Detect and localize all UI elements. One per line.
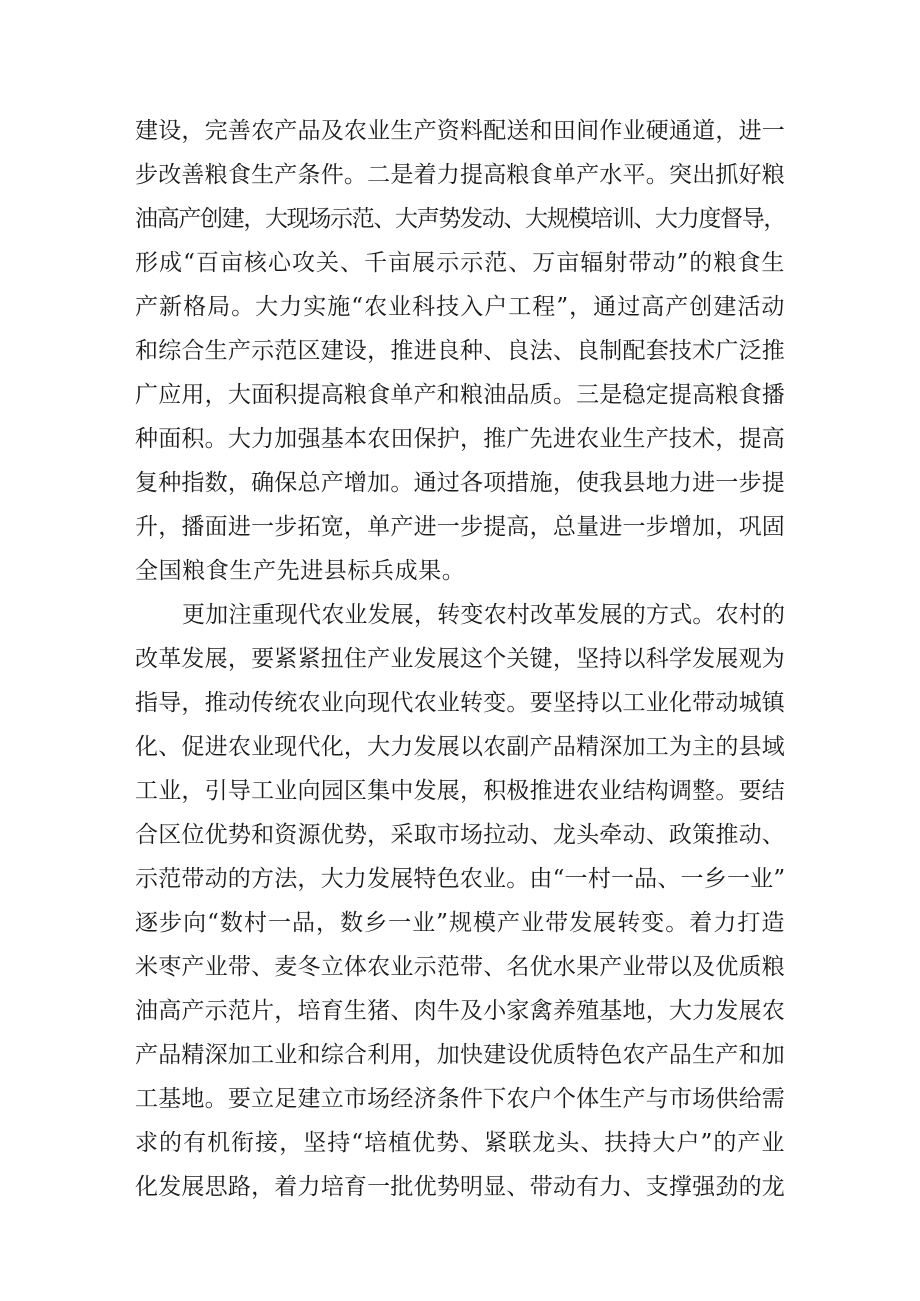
text-line: 示范带动的方法，大力发展特色农业。由“一村一品、一乡一业” [135, 866, 786, 892]
text-line: 广应用，大面积提高粮食单产和粮油品质。三是稳定提高粮食播 [135, 382, 785, 408]
text-line: 建设，完善农产品及农业生产资料配送和田间作业硬通道，进一 [135, 118, 785, 144]
text-line: 步改善粮食生产条件。二是着力提高粮食单产水平。突出抓好粮 [135, 162, 785, 188]
text-line: 化、促进农业现代化，大力发展以农副产品精深加工为主的县域 [135, 734, 785, 760]
text-line: 逐步向“数村一品，数乡一业”规模产业带发展转变。着力打造 [135, 910, 785, 936]
text-line: 工基地。要立足建立市场经济条件下农户个体生产与市场供给需 [135, 1086, 785, 1112]
text-line: 和综合生产示范区建设，推进良种、良法、良制配套技术广泛推 [135, 338, 785, 364]
text-line: 种面积。大力加强基本农田保护，推广先进农业生产技术，提高 [135, 426, 785, 452]
text-line: 形成“百亩核心攻关、千亩展示示范、万亩辐射带动”的粮食生 [135, 250, 785, 276]
text-line: 升，播面进一步拓宽，单产进一步提高，总量进一步增加，巩固 [135, 514, 785, 540]
text-line: 油高产创建，大现场示范、大声势发动、大规模培训、大力度督导， [135, 206, 785, 232]
text-line: 复种指数，确保总产增加。通过各项措施，使我县地力进一步提 [135, 470, 785, 496]
paragraph-start-line: 更加注重现代农业发展，转变农村改革发展的方式。农村的 [182, 602, 786, 628]
text-line: 全国粮食生产先进县标兵成果。 [135, 558, 466, 584]
text-line: 米枣产业带、麦冬立体农业示范带、名优水果产业带以及优质粮 [135, 954, 785, 980]
text-line: 化发展思路，着力培育一批优势明显、带动有力、支撑强劲的龙 [135, 1174, 785, 1200]
text-line: 产品精深加工业和综合利用，加快建设优质特色农产品生产和加 [135, 1042, 785, 1068]
text-line: 油高产示范片，培育生猪、肉牛及小家禽养殖基地，大力发展农 [135, 998, 785, 1024]
text-line: 求的有机衔接，坚持“培植优势、紧联龙头、扶持大户”的产业 [135, 1130, 785, 1156]
text-line: 改革发展，要紧紧扭住产业发展这个关键，坚持以科学发展观为 [135, 646, 785, 672]
text-line: 工业，引导工业向园区集中发展，积极推进农业结构调整。要结 [135, 778, 785, 804]
text-line: 指导，推动传统农业向现代农业转变。要坚持以工业化带动城镇 [135, 690, 785, 716]
text-line: 产新格局。大力实施“农业科技入户工程”，通过高产创建活动 [135, 294, 785, 320]
text-line: 合区位优势和资源优势，采取市场拉动、龙头牵动、政策推动、 [135, 822, 785, 848]
